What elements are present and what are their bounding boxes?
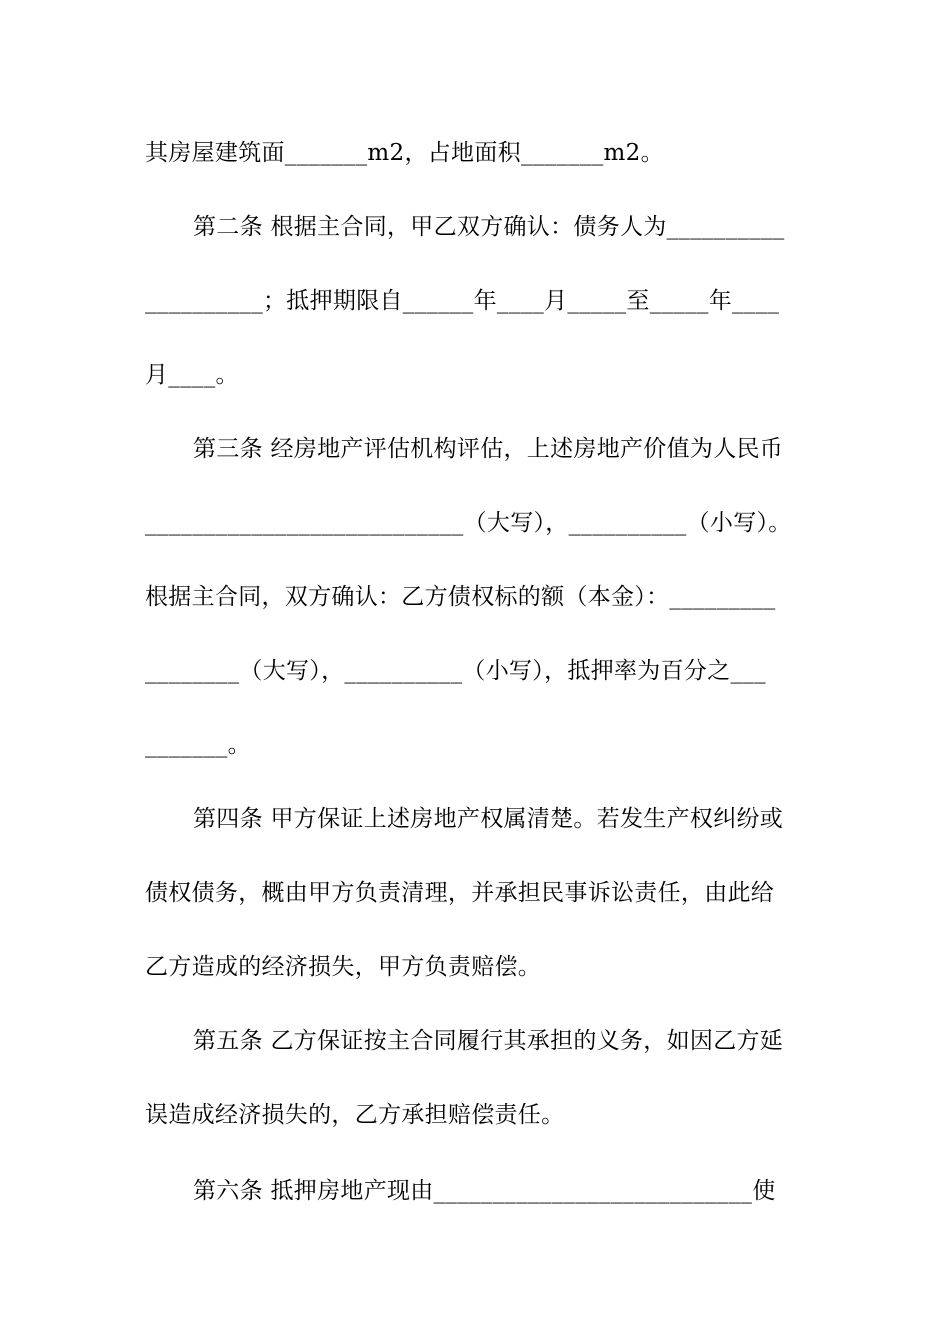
text-line-1: 其房屋建筑面_______m2，占地面积_______m2。 — [145, 140, 664, 166]
text-line-12: 乙方造成的经济损失，甲方负责赔偿。 — [145, 954, 542, 980]
text-line-14: 误造成经济损失的，乙方承担赔偿责任。 — [145, 1102, 565, 1128]
text-line-8: ________（大写），__________（小写），抵押率为百分之___ — [145, 658, 766, 684]
article-6-heading-line: 第六条 抵押房地产现由___________________________使 — [193, 1178, 776, 1204]
article-3-heading-line: 第三条 经房地产评估机构评估，上述房地产价值为人民币 — [193, 436, 784, 462]
text-line-9: _______。 — [145, 732, 251, 758]
text-line-4: 月____。 — [145, 362, 239, 388]
text-line-7: 根据主合同，双方确认：乙方债权标的额（本金）：_________ — [145, 584, 776, 610]
text-line-11: 债权债务，概由甲方负责清理，并承担民事诉讼责任，由此给 — [145, 880, 775, 906]
article-2-heading-line: 第二条 根据主合同，甲乙双方确认：债务人为__________ — [193, 214, 785, 240]
article-5-heading-line: 第五条 乙方保证按主合同履行其承担的义务，如因乙方延 — [193, 1028, 784, 1054]
text-line-6: ___________________________（大写），__________（小写）。 — [145, 510, 792, 536]
article-4-heading-line: 第四条 甲方保证上述房地产权属清楚。若发生产权纠纷或 — [193, 806, 784, 832]
text-line-3: __________；抵押期限自______年____月_____至_____年____ — [145, 288, 780, 314]
